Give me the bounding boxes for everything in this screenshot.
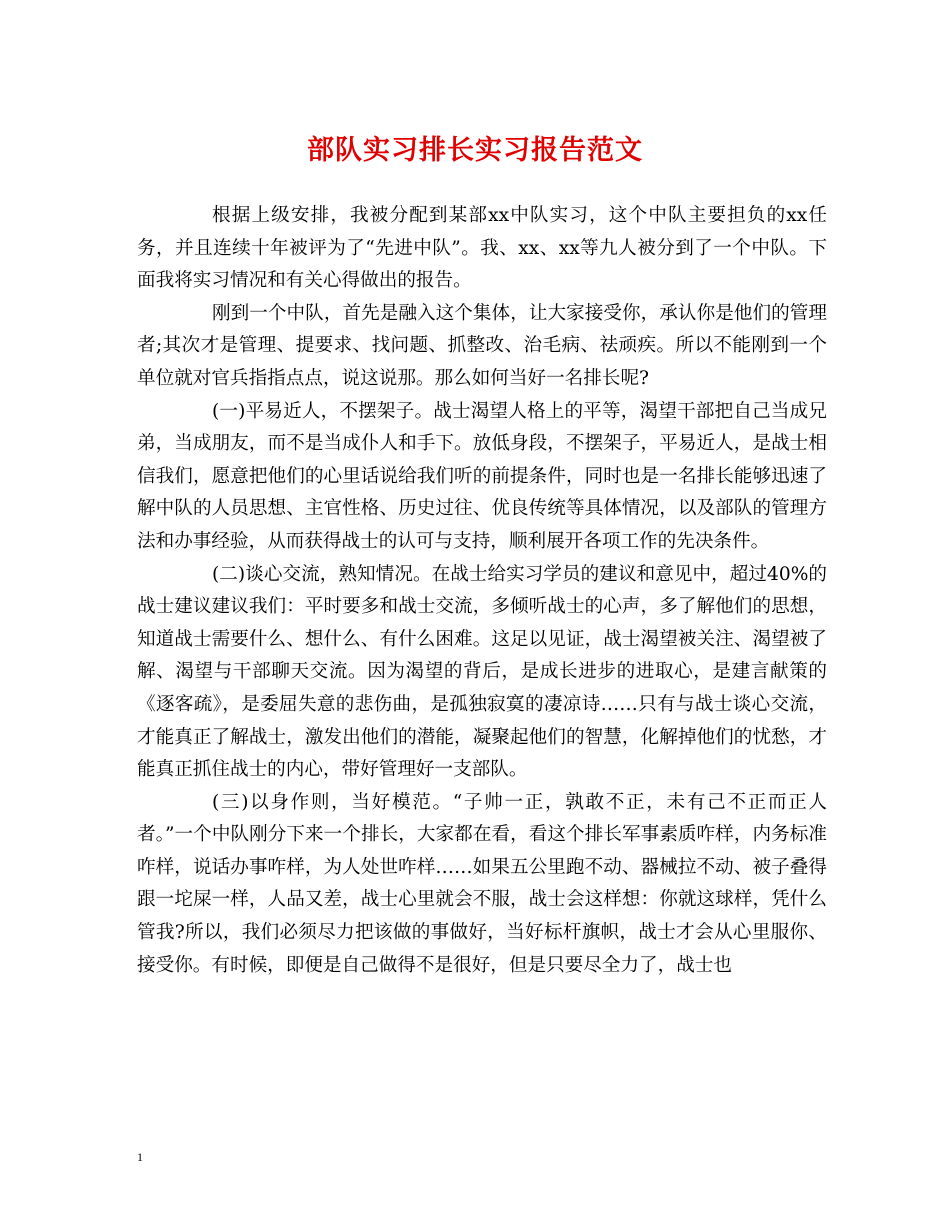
paragraph-section-1: (一)平易近人，不摆架子。战士渴望人格上的平等，渴望干部把自己当成兄弟，当成朋友，而不是当成仆人和手下。放低身段，不摆架子，平易近人，是战士相信我们，愿意把他们的心里话说给我们听的前提条件，同时也是一名排长能够迅速了解中队的人员思想、主官性格、历史过往、优良传统等具体情况，以及部队的管理方法和办事经验，从而获得战士的认可与支持，顺利展开各项工作的先决条件。 (137, 400, 827, 552)
paragraph-section-3: (三)以身作则，当好模范。“子帅一正，孰敢不正，未有己不正而正人者。”一个中队刚分下来一个排长，大家都在看，看这个排长军事素质咋样，内务标准咋样，说话办事咋样，为人处世咋样……如果五公里跑不动、器械拉不动、被子叠得跟一坨屎一样，人品又差，战士心里就会不服，战士会这样想：你就这球样，凭什么管我?所以，我们必须尽力把该做的事做好，当好标杆旗帜，战士才会从心里服你、接受你。有时候，即便是自己做得不是很好，但是只要尽全力了，战士也 (137, 791, 827, 976)
document-title: 部队实习排长实习报告范文 (307, 135, 643, 166)
page-number: 1 (137, 1150, 143, 1164)
document-body (137, 200, 827, 982)
paragraph-section-2: (二)谈心交流，熟知情况。在战士给实习学员的建议和意见中，超过40%的战士建议建议我们：平时要多和战士交流，多倾听战士的心声，多了解他们的思想，知道战士需要什么、想什么、有什么困难。这足以见证，战士渴望被关注、渴望被了解、渴望与干部聊天交流。因为渴望的背后，是成长进步的进取心，是建言献策的《逐客疏》，是委屈失意的悲伤曲，是孤独寂寞的凄凉诗……只有与战士谈心交流，才能真正了解战士，激发出他们的潜能，凝聚起他们的智慧，化解掉他们的忧愁，才能真正抓住战士的内心，带好管理好一支部队。 (137, 563, 827, 781)
paragraph-arrival: 刚到一个中队，首先是融入这个集体，让大家接受你，承认你是他们的管理者;其次才是管理、提要求、找问题、抓整改、治毛病、祛顽疾。所以不能刚到一个单位就对官兵指指点点，说这说那。那么如何当好一名排长呢? (137, 302, 827, 389)
paragraph-intro: 根据上级安排，我被分配到某部xx中队实习，这个中队主要担负的xx任务，并且连续十年被评为了“先进中队”。我、xx、xx等九人被分到了一个中队。下面我将实习情况和有关心得做出的报告。 (137, 205, 827, 292)
